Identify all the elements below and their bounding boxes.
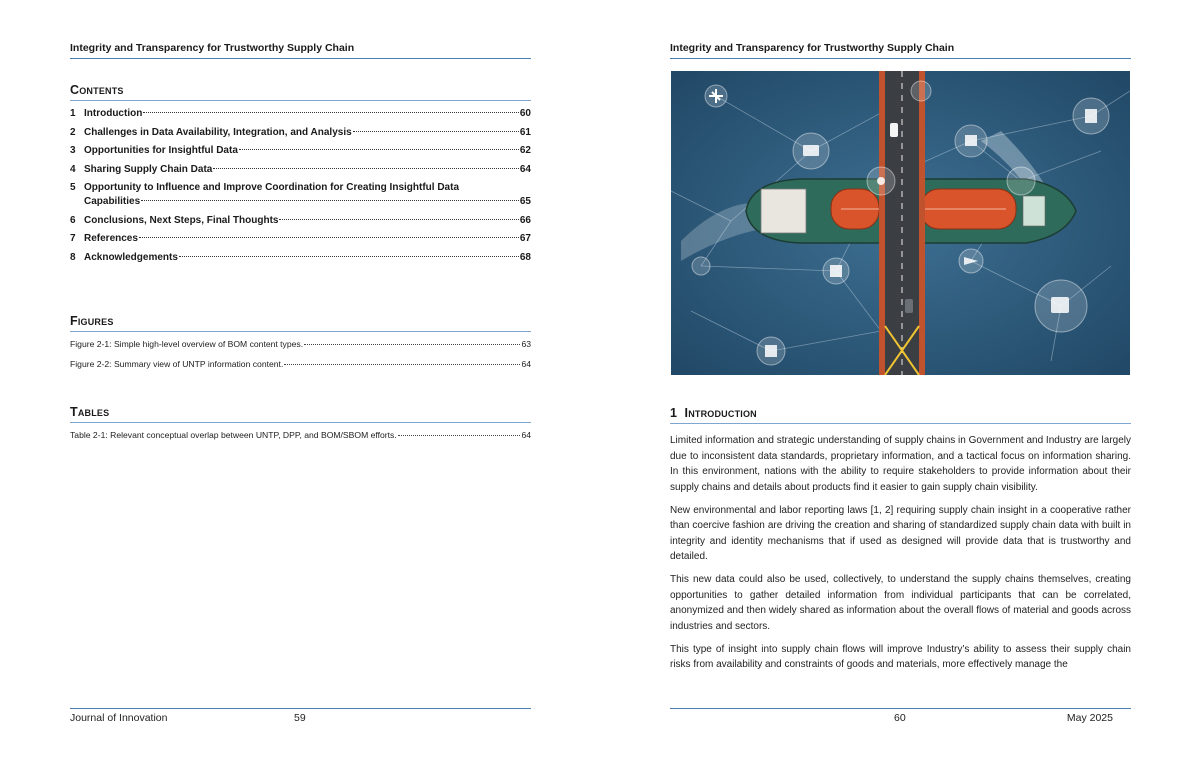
running-head-left: Integrity and Transparency for Trustworthy Supply Chain [70, 42, 531, 59]
figures-heading-text: Figures [70, 314, 114, 328]
footer-left [70, 708, 531, 730]
footer-date: May 2025 [1066, 712, 1113, 724]
table-page: 64 [521, 430, 531, 440]
footer-page-number: 60 [894, 712, 906, 724]
toc-leader [279, 219, 518, 220]
toc-page: 62 [519, 145, 531, 156]
table-leader [398, 435, 521, 436]
paragraph-4: This type of insight into supply chain flows will improve Industry’s ability to assess their supply chain risks from availability and constraints of goods and materials, more effectively manage the [670, 643, 1131, 670]
supply-chain-hero-image [671, 71, 1130, 375]
tables-heading [70, 405, 531, 423]
toc-title: Opportunity to Influence and Improve Coordination for Creating Insightful Data [84, 182, 459, 193]
figure-page: 63 [521, 339, 531, 349]
toc-leader [353, 131, 519, 132]
figure-leader [284, 364, 520, 365]
toc-leader [239, 149, 519, 150]
toc-number: 7 [70, 233, 76, 244]
left-page [70, 0, 531, 776]
ship-bridge-illustration [671, 71, 1130, 375]
toc-title: References [84, 233, 138, 244]
contents-heading-text: Contents [70, 83, 124, 97]
toc-number: 1 [70, 108, 76, 119]
introduction-body [670, 433, 1131, 680]
paragraph-3: This new data could also be used, collectively, to understand the supply chains themselves, creating opportunities to gather detailed information from individual participants that can be correlated, anonymized and then widely shared as information about the overall flows of material and goods across industries and sectors. [670, 574, 1131, 632]
toc-number: 3 [70, 145, 76, 156]
running-head-right: Integrity and Transparency for Trustworthy Supply Chain [670, 42, 1131, 59]
toc-item-influence-cont[interactable] [70, 196, 531, 215]
toc-leader [179, 256, 519, 257]
figure-page: 64 [521, 358, 531, 369]
toc-leader [213, 168, 519, 169]
bridge [879, 71, 925, 375]
toc-leader [141, 200, 519, 201]
paragraph-2: New environmental and labor reporting laws [1, 2] requiring supply chain insight in a cooperative rather than coercive fashion are driving the creation and sharing of standardized supply chain data with built in integrity and identity mechanisms that if used as designed will provide data that is trustworthy and detailed. [670, 504, 1131, 562]
toc-title: Challenges in Data Availability, Integration, and Analysis [84, 126, 352, 138]
right-page [670, 0, 1131, 776]
toc-item-introduction[interactable] [70, 108, 531, 127]
footer-journal: Journal of Innovation [70, 712, 168, 724]
figures-heading [70, 314, 531, 332]
toc-number: 8 [70, 251, 76, 263]
figure-entry-2-2[interactable] [70, 359, 531, 379]
table-entry-2-1[interactable] [70, 430, 531, 450]
toc-item-acknowledgements[interactable] [70, 252, 531, 271]
figure-title: Figure 2-2: Summary view of UNTP information content. [70, 358, 284, 369]
toc-item-opportunities[interactable] [70, 145, 531, 164]
tables-heading-text: Tables [70, 405, 110, 419]
figure-title: Figure 2-1: Simple high-level overview of BOM content types. [70, 339, 304, 349]
toc-number: 4 [70, 163, 76, 175]
toc-leader [139, 237, 519, 238]
figure-leader [304, 344, 520, 345]
section-title: Introduction [684, 406, 757, 420]
toc-title: Capabilities [84, 196, 141, 207]
toc-leader [143, 112, 519, 113]
toc-title: Conclusions, Next Steps, Final Thoughts [84, 214, 279, 226]
table-of-contents [70, 108, 531, 270]
toc-title: Opportunities for Insightful Data [84, 145, 238, 156]
paragraph-1: Limited information and strategic understanding of supply chains in Government and Industry are largely due to inconsistent data standards, proprietary information, and a tactical focus on information sharing. In this environment, nations with the ability to require stakeholders to provide information about their supply chains and details about products find it easier to gain supply chain visibility. [670, 435, 1131, 493]
toc-title: Introduction [84, 108, 143, 119]
toc-number: 2 [70, 126, 76, 138]
toc-number: 5 [70, 182, 76, 193]
figure-entry-2-1[interactable] [70, 339, 531, 359]
toc-item-conclusions[interactable] [70, 215, 531, 234]
toc-item-references[interactable] [70, 233, 531, 252]
contents-heading [70, 83, 531, 101]
toc-page: 60 [519, 108, 531, 119]
toc-item-challenges[interactable] [70, 127, 531, 146]
list-of-figures [70, 339, 531, 378]
list-of-tables [70, 430, 531, 450]
section-number: 1 [670, 406, 678, 420]
introduction-heading [670, 406, 1131, 424]
table-title: Table 2-1: Relevant conceptual overlap between UNTP, DPP, and BOM/SBOM efforts. [70, 430, 397, 440]
toc-page: 64 [519, 163, 531, 175]
footer-page-number: 59 [294, 712, 306, 724]
toc-page: 67 [519, 233, 531, 244]
toc-item-influence[interactable] [70, 182, 531, 196]
toc-page: 65 [519, 196, 531, 207]
toc-page: 68 [519, 251, 531, 263]
toc-item-sharing[interactable] [70, 164, 531, 183]
footer-right [670, 708, 1131, 730]
toc-page: 66 [519, 214, 531, 226]
toc-page: 61 [519, 126, 531, 138]
toc-title: Acknowledgements [84, 251, 178, 263]
toc-title: Sharing Supply Chain Data [84, 163, 213, 175]
toc-number: 6 [70, 214, 76, 226]
